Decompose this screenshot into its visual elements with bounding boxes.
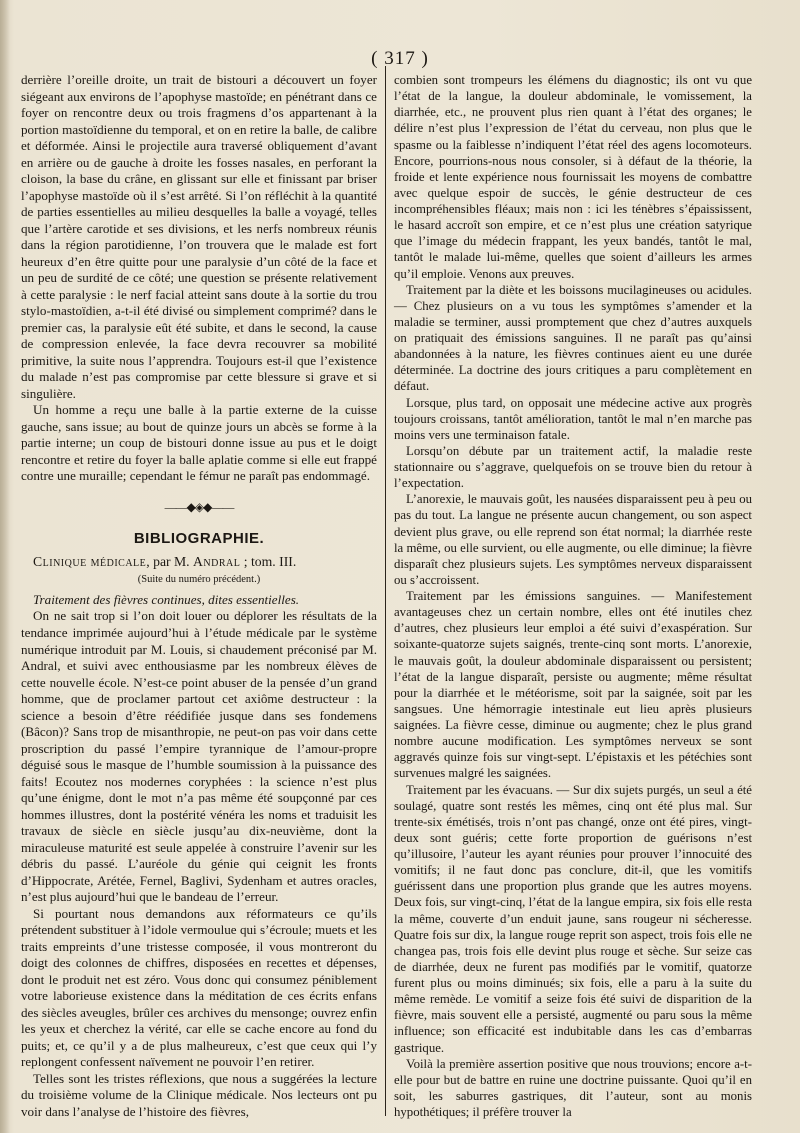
right-paragraph-2: Traitement par la diète et les boissons mucilagineuses ou acidules. — Chez plusieurs on a vu tous les symptômes s’amender et la maladie se terminer, aussi promptement que chez d’autres auxquels on pratiquait des émissions sanguines. Il ne paraît pas qu’ainsi abandonnées à la nature, les fièvres continues aient eu une durée déterminée. La doctrine des jours critiques a paru complètement en défaut. [394, 282, 752, 394]
left-paragraph-2: Un homme a reçu une balle à la partie externe de la cuisse gauche, sans issue; au bout de quinze jours un abcès se forme à la partie interne; un coup de bistouri donne issue au pus et le doigt rencontre et retire du foyer la balle aplatie comme si elle eut frappé contre une muraille; cependant le fémur ne paraît pas endommagé. [21, 402, 377, 484]
book-author: Andral [193, 553, 241, 569]
section-separator: ——◆◈◆—— [164, 499, 234, 514]
right-paragraph-7: Traitement par les évacuans. — Sur dix sujets purgés, un seul a été soulagé, quatre sont restés les mêmes, cinq ont été plus mal. Sur trente-six émétisés, trois n’ont pas changé, onze ont été pires, vingt-deux sont guéris; cette forte proportion de guérisons n’est qu’illusoire, l’auteur les ayant réunies pour prouver l’innocuité des vomitifs; il ne faut donc pas conclure, dit-il, que les vomitifs guérissent dans une proportion plus grande que les autres moyens. Deux fois, sur vingt-cinq, l’état de la langue empira, six fois elle resta la même, couverte d’un enduit jaune, sans rougeur ni sécheresse. Quatre fois sur dix, la langue rouge reprit son aspect, trois fois elle ne changea pas, trois fois elle devint plus rouge et sèche. Sur seize cas de diarrhée, deux ne furent pas modifiés par le vomitif, quatorze furent plus ou moins diminués; six fois, elle a paru à la suite du même remède. Le vomitif a seize fois été suivi de disparition de la fièvre, mais souvent elle a persisté, augmenté ou paru sous la même influence; son efficacité est indubitable dans les cas d’embarras gastrique. [394, 782, 752, 1055]
page-number: ( 317 ) [371, 48, 429, 69]
left-column [21, 72, 377, 1120]
book-by: , par M. [146, 553, 194, 569]
book-title: Clinique médicale [33, 553, 147, 569]
right-paragraph-1: combien sont trompeurs les élémens du diagnostic; ils ont vu que l’état de la langue, la douleur abdominale, le vomissement, la diarrhée, etc., ne prouvent plus rien quant à l’état des organes; le délire n’est plus l’expression de l’état du cerveau, non plus que le spasme ou la faiblesse n’indiquent l’état réel des agens locomoteurs. Encore, pourrions-nous nous consoler, si à défaut de la théorie, la froide et lente expérience nous fournissait les moyens de combattre avec quelque espoir de succès, le génie destructeur de ces incompréhensibles fléaux; mais non : ici les ténèbres s’épaississent, le hasard accroît son empire, et ce n’est plus une création satyrique que l’image du médecin frappant, les yeux bandés, tantôt le mal, tantôt le malade lui-même, quelles que soient d’ailleurs les armes qu’il emploie. Venons aux preuves. [394, 73, 752, 281]
right-paragraph-6: Traitement par les émissions sanguines. — Manifestement avantageuses chez un certain nombre, elles ont été inutiles chez d’autres, chez plusieurs leur emploi a été suivi d’exaspération. Sur soixante-quatorze sujets saignés, trente-cinq sont morts. L’anorexie, le mauvais goût, la douleur abdominale disparaissent ou persistent; l’état de la langue disparaît, persiste ou augmente; même résultat pour la diarrhée et le météorisme, soit par la saignée, soit par les sangsues. Une hémorragie intestinale eut lieu après plusieurs saignées. La fièvre cesse, diminue ou augmente; chez le plus grand nombre aucune modification. Les symptômes nerveux se sont aggravés quinze fois sur vingt-sept. L’épistaxis et les pétéchies sont survenues malgré les saignées. [394, 589, 752, 781]
section-title: BIBLIOGRAPHIE. [133, 530, 265, 548]
article-subtitle: Traitement des fièvres continues, dites essentielles. [33, 591, 300, 607]
right-paragraph-8: Voilà la première assertion positive que nous trouvions; encore a-t-elle pour but de battre en ruine une doctrine puissante. Quoi qu’il en soit, les saburres gastriques, dit l’auteur, sont au monis hypothétiques; il préfère trouver la [394, 1056, 752, 1119]
left-paragraph-1: derrière l’oreille droite, un trait de bistouri a découvert un foyer siégeant aux environs de l’apophyse mastoïde; en pénétrant dans ce foyer on rencontre deux ou trois fragmens d’os appartenant à la portion mastoïdienne du temporal, et on en retire la balle, de calibre et déformée. Ainsi le projectile aura traversé obliquement d’avant en arrière ou de gauche à droite les fosses nasales, en perforant la cloison, la base du crâne, en glissant sur elle et finissant par briser l’apophyse mastoïde où il s’est arrêté. Si l’on réfléchit à la quantité de parties essentielles au milieu desquelles la balle a voyagé, telles que l’artère carotide et ses divisions, et les nerfs nombreux réunis dans la région parotidienne, l’on trouvera que le malade est fort heureux d’en être quitte pour une paralysie d’un côté de la face et un peu de surdité de ce côté; une question se présente relativement à cette paralysie : le nerf facial atteint sans doute à la sortie du trou stylo-mastoïdien, a-t-il été divisé ou simplement comprimé? dans le premier cas, la paralysie eût été subite, et dans le second, la cause de compression enlevée, la face devra recouvrer sa mobilité primitive, la suite nous l’apprendra. Toujours est-il que l’existence du malade n’est pas compromise par cette blessure si grave et si singulière. [21, 72, 377, 401]
column-rule [385, 66, 386, 1116]
left-paragraph-4: Si pourtant nous demandons aux réformateurs ce qu’ils prétendent substituer à l’idole vermoulue qui s’écroule; muets et les traits empreints d’une tristesse composée, il vous montreront du doigt des colonnes de chiffres, disposées en recettes et dépenses, dont le produit net est zéro. Vous donc qui consumez péniblement votre laborieuse existence dans la méditation de ces écrits enfans des siècles aveugles, brûler ces archives du mensonge; ouvrez enfin les yeux et cherchez la vérité, car elle se cache encore au fond du puits; et, ce qu’il y a de plus malheureux, c’est que ceux qui l’y replongent confessent naïvement ne pouvoir l’en retirer. [21, 905, 377, 1070]
book-volume: ; tom. III. [240, 553, 297, 569]
right-column [394, 72, 752, 1120]
continuation-note: (Suite du numéro précédent.) [137, 574, 261, 586]
book-reference [21, 554, 377, 571]
left-paragraph-5: Telles sont les tristes réflexions, que nous a suggérées la lecture du troisième volume de la Clinique médicale. Nos lecteurs ont pu voir dans l’analyse de l’histoire des fièvres, [21, 1070, 377, 1119]
right-paragraph-4: Lorsqu’on débute par un traitement actif, la maladie reste stationnaire ou s’aggrave, quelquefois on se trouve bien du retour à l’expectation. [394, 443, 752, 491]
right-paragraph-5: L’anorexie, le mauvais goût, les nausées disparaissent peu à peu ou pas du tout. La langue ne présente aucun changement, ou son aspect devient plus grave, ou elle reprend son état normal; la diarrhée reste la même, ou elle survient, ou elle augmente, ou elle diminue; la fièvre disparaît chez plusieurs sujets. Les symptômes nerveux disparaissent ou s’accroissent. [394, 492, 752, 587]
binding-shadow [0, 0, 10, 1133]
left-paragraph-3: On ne sait trop si l’on doit louer ou déplorer les résultats de la tendance imprimée aujourd’hui à l’étude médicale par le système numérique introduit par M. Louis, si chaudement préconisé par M. Andral, et suivi avec enthousiasme par les nombreux élèves de cette nouvelle école. N’est-ce point abuser de la pensée d’un grand homme, que de proclamer partout cet axiôme destructeur : la science a besoin d’être réédifiée jusque dans ses fondemens (Bâcon)? Sans trop de misanthropie, ne peut-on pas voir dans cette proscription du passé l’empire tyrannique de l’amour-propre déguisé sous le masque de l’humble soumission à la puissance des faits! Ecoutez nos modernes coryphées : la science n’est plus qu’une énigme, dont le mot n’a pas même été soupçonné par ces hommes illustres, dont la postérité vénéra les noms et traduisit les travaux de siècle en siècle jusqu’au dix-neuvième, dont la miraculeuse maturité est seule appelée à construire l’avenir sur les débris du passé. L’auréole du génie qui ceignit les fronts d’Hippocrate, Arétée, Fernel, Baglivi, Sydenham et autres oracles, n’est plus aujourd’hui que le bandeau de l’erreur. [21, 608, 377, 905]
right-paragraph-3: Lorsque, plus tard, on opposait une médecine active aux progrès toujours croissans, tantôt amélioration, tantôt le mal n’en marche pas moins vers une terminaison fatale. [394, 395, 752, 442]
